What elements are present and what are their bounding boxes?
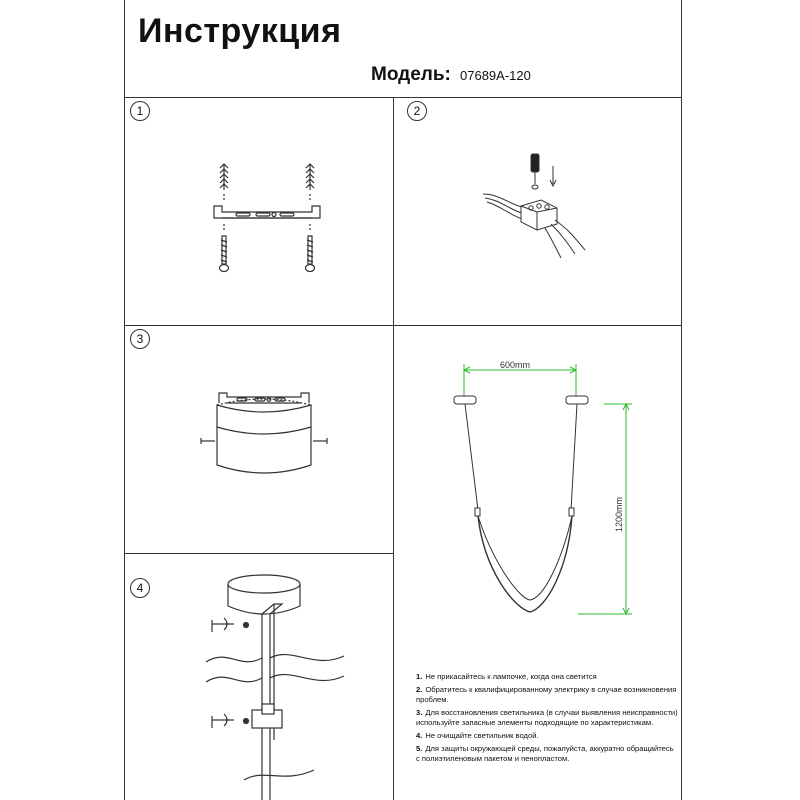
frame-right — [681, 0, 682, 800]
left-canopy — [454, 396, 476, 404]
step-2-badge: 2 — [407, 101, 427, 121]
model-code: 07689А-120 — [460, 68, 531, 83]
step-4-cable-illustration — [204, 570, 364, 800]
step-1-bracket-illustration — [204, 160, 334, 280]
instruction-sheet — [124, 0, 682, 800]
frame-center-divider — [393, 97, 394, 800]
note-item: 3. Для восстановления светильника (в случаи выявления неисправности) используйте запасные элементы подходящие по характеристикам. — [416, 708, 678, 727]
note-item: 5. Для защиты окружающей среды, пожалуйста, аккуратно обращайтесь с полиэтиленовым пакетом и пенопластом. — [416, 744, 674, 763]
safety-notes-list — [416, 672, 678, 767]
step-4-badge: 4 — [130, 578, 150, 598]
right-canopy — [566, 396, 588, 404]
height-dimension-label: 1200mm — [614, 496, 624, 532]
step-2-wiring-illustration — [479, 150, 589, 265]
note-item: 4. Не очищайте светильник водой. — [416, 731, 539, 741]
step-3-badge: 3 — [130, 329, 150, 349]
model-label: Модель: — [371, 64, 451, 85]
note-item: 2. Обратитесь к квалифицированному электрику в случае возникновения проблем. — [416, 685, 677, 704]
page-title: Инструкция — [138, 12, 342, 50]
note-item: 1. Не прикасайтесь к лампочке, когда она светится — [416, 672, 597, 681]
step-1-badge: 1 — [130, 101, 150, 121]
frame-left — [124, 0, 125, 800]
row-divider-2 — [124, 553, 394, 554]
fixture-dimension-drawing — [444, 360, 664, 630]
header-divider — [124, 97, 682, 98]
width-dimension-label: 600mm — [500, 360, 531, 370]
step-3-mounting-illustration — [199, 385, 339, 485]
row-divider-1 — [124, 325, 682, 326]
